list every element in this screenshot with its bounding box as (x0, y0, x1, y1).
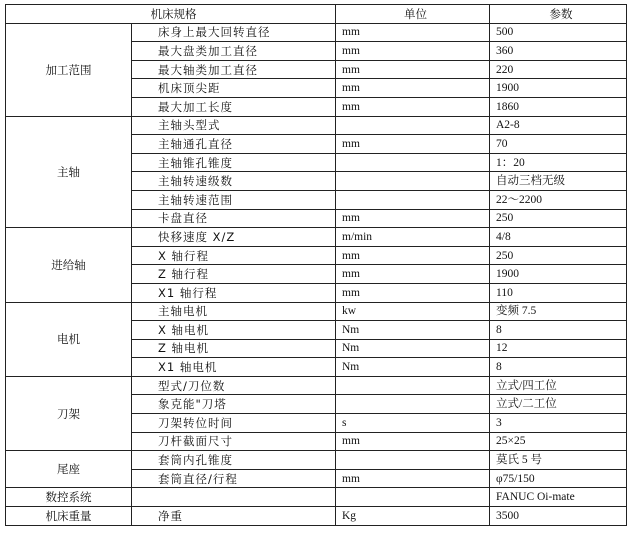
group-label: 加工范围 (6, 23, 132, 116)
spec-value: 变频 7.5 (490, 302, 627, 321)
header-value: 参数 (490, 5, 627, 24)
spec-unit: mm (336, 79, 490, 98)
spec-name (132, 395, 336, 414)
spec-name-text: 最大轴类加工直径 (158, 62, 258, 77)
spec-name-text: X 轴行程 (158, 248, 210, 263)
spec-name-text: 床身上最大回转直径 (158, 25, 271, 40)
spec-name-text: X1 轴电机 (158, 360, 218, 375)
table-row (6, 488, 627, 507)
spec-value: 70 (490, 135, 627, 154)
spec-name (132, 97, 336, 116)
table-row (6, 376, 627, 395)
spec-value: 110 (490, 283, 627, 302)
group-label: 电机 (6, 302, 132, 376)
spec-value: 250 (490, 246, 627, 265)
spec-name-text: 主轴电机 (158, 304, 208, 319)
spec-value: 3500 (490, 507, 627, 526)
spec-name (132, 79, 336, 98)
table-row (6, 228, 627, 247)
spec-name (132, 283, 336, 302)
spec-unit: s (336, 414, 490, 433)
spec-name-text: 最大盘类加工直径 (158, 43, 258, 58)
group-label: 主轴 (6, 116, 132, 228)
spec-value: 22～2200 (490, 190, 627, 209)
spec-value: 3 (490, 414, 627, 433)
spec-unit: mm (336, 42, 490, 61)
spec-name-text: 快移速度 X/Z (158, 229, 236, 244)
spec-value: FANUC Oi-mate (490, 488, 627, 507)
spec-name (132, 451, 336, 470)
spec-value: 8 (490, 358, 627, 377)
spec-name (132, 507, 336, 526)
spec-name-text: 象克能"刀塔 (158, 397, 227, 412)
spec-name (132, 488, 336, 507)
table-row (6, 116, 627, 135)
spec-name (132, 358, 336, 377)
spec-value: 25×25 (490, 432, 627, 451)
spec-table (5, 4, 627, 526)
spec-unit (336, 116, 490, 135)
spec-name (132, 228, 336, 247)
spec-name (132, 23, 336, 42)
spec-unit: mm (336, 97, 490, 116)
spec-unit (336, 451, 490, 470)
spec-name-text: 主轴通孔直径 (158, 136, 233, 151)
spec-name-text: X1 轴行程 (158, 285, 218, 300)
spec-name-text: 主轴头型式 (158, 118, 221, 133)
spec-name-text: 卡盘直径 (158, 211, 208, 226)
spec-name-text: Z 轴行程 (158, 267, 210, 282)
table-row (6, 451, 627, 470)
spec-name-text: 主轴转速范围 (158, 192, 233, 207)
group-label: 刀架 (6, 376, 132, 450)
spec-name-text: 型式/刀位数 (158, 378, 226, 393)
spec-value: φ75/150 (490, 469, 627, 488)
spec-unit: mm (336, 469, 490, 488)
spec-name (132, 209, 336, 228)
spec-unit: mm (336, 265, 490, 284)
spec-unit: Nm (336, 321, 490, 340)
spec-value: 1860 (490, 97, 627, 116)
group-label: 数控系统 (6, 488, 132, 507)
spec-name (132, 42, 336, 61)
spec-name-text: 净重 (158, 508, 183, 523)
spec-name-text: X 轴电机 (158, 322, 210, 337)
spec-name (132, 190, 336, 209)
spec-unit: Nm (336, 358, 490, 377)
spec-unit (336, 376, 490, 395)
spec-unit: mm (336, 432, 490, 451)
spec-unit: mm (336, 209, 490, 228)
spec-name (132, 265, 336, 284)
spec-unit: kw (336, 302, 490, 321)
group-label: 机床重量 (6, 507, 132, 526)
spec-name-text: 套筒内孔锥度 (158, 453, 233, 468)
spec-name-text: 套筒直径/行程 (158, 471, 238, 486)
spec-body (6, 23, 627, 525)
spec-unit: mm (336, 246, 490, 265)
header-spec: 机床规格 (6, 5, 336, 24)
spec-name-text: 机床顶尖距 (158, 81, 221, 96)
spec-name (132, 135, 336, 154)
spec-unit: mm (336, 23, 490, 42)
spec-unit: mm (336, 135, 490, 154)
spec-name (132, 302, 336, 321)
spec-name (132, 153, 336, 172)
spec-value: A2-8 (490, 116, 627, 135)
spec-name (132, 432, 336, 451)
spec-value: 4/8 (490, 228, 627, 247)
group-label: 尾座 (6, 451, 132, 488)
spec-value: 360 (490, 42, 627, 61)
spec-value: 500 (490, 23, 627, 42)
spec-name-text: 刀架转位时间 (158, 415, 233, 430)
spec-name (132, 321, 336, 340)
spec-unit (336, 488, 490, 507)
group-label: 进给轴 (6, 228, 132, 302)
spec-unit: Kg (336, 507, 490, 526)
table-row (6, 302, 627, 321)
spec-value: 12 (490, 339, 627, 358)
spec-unit (336, 172, 490, 191)
spec-name-text: 刀杆截面尺寸 (158, 434, 233, 449)
spec-unit (336, 190, 490, 209)
header-unit: 单位 (336, 5, 490, 24)
spec-value: 1900 (490, 79, 627, 98)
spec-name (132, 469, 336, 488)
spec-name-text: 主轴转速级数 (158, 174, 233, 189)
spec-unit: Nm (336, 339, 490, 358)
spec-name-text: 主轴锥孔锥度 (158, 155, 233, 170)
spec-value: 1：20 (490, 153, 627, 172)
spec-value: 1900 (490, 265, 627, 284)
spec-name (132, 60, 336, 79)
spec-value: 立式/四工位 (490, 376, 627, 395)
spec-name-text: 最大加工长度 (158, 99, 233, 114)
spec-name (132, 414, 336, 433)
spec-value: 8 (490, 321, 627, 340)
spec-unit: mm (336, 283, 490, 302)
spec-value: 莫氏 5 号 (490, 451, 627, 470)
spec-name (132, 376, 336, 395)
spec-name-text: Z 轴电机 (158, 341, 210, 356)
spec-name (132, 339, 336, 358)
header-row (6, 5, 627, 24)
spec-name (132, 172, 336, 191)
spec-unit: mm (336, 60, 490, 79)
spec-value: 自动三档无级 (490, 172, 627, 191)
table-row (6, 507, 627, 526)
spec-name (132, 246, 336, 265)
spec-value: 220 (490, 60, 627, 79)
spec-unit (336, 153, 490, 172)
table-row (6, 23, 627, 42)
spec-value: 250 (490, 209, 627, 228)
spec-value: 立式/二工位 (490, 395, 627, 414)
spec-unit (336, 395, 490, 414)
spec-name (132, 116, 336, 135)
spec-unit: m/min (336, 228, 490, 247)
